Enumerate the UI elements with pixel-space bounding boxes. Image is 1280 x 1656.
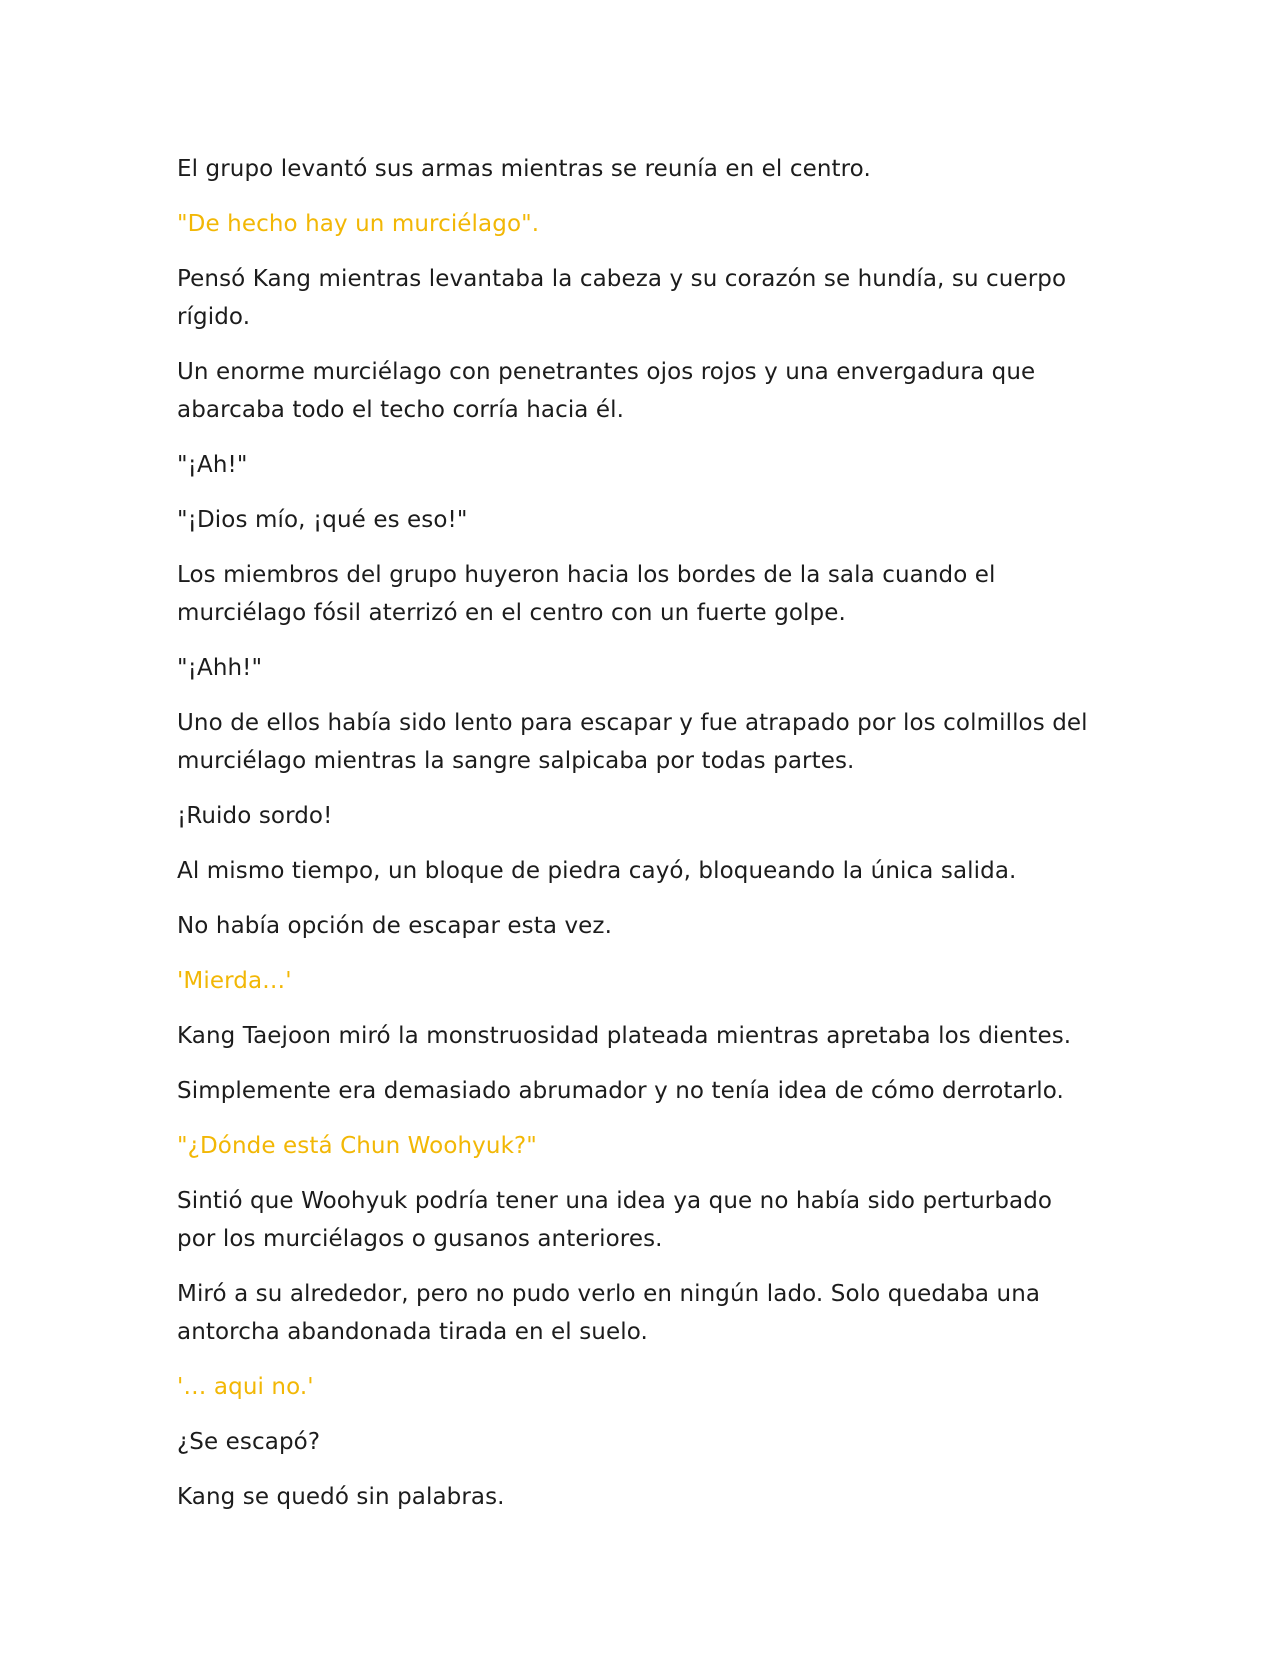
- paragraph-3: Pensó Kang mientras levantaba la cabeza y su corazón se hundía, su cuerpo rígido.: [177, 266, 1067, 330]
- paragraph-20: ¿Se escapó?: [177, 1429, 321, 1455]
- paragraph-7: Los miembros del grupo huyeron hacia los bordes de la sala cuando el murciélago fósil aterrizó en el centro con un fuerte golpe.: [177, 562, 996, 626]
- paragraph-19-thought: '… aqui no.': [177, 1374, 314, 1400]
- paragraph-13-thought: 'Mierda…': [177, 968, 292, 994]
- paragraph-11: Al mismo tiempo, un bloque de piedra cayó, bloqueando la única salida.: [177, 858, 1017, 884]
- paragraph-2-thought: "De hecho hay un murciélago".: [177, 211, 540, 237]
- paragraph-18: Miró a su alrededor, pero no pudo verlo en ningún lado. Solo quedaba una antorcha abandonada tirada en el suelo.: [177, 1281, 1041, 1345]
- paragraph-9: Uno de ellos había sido lento para escapar y fue atrapado por los colmillos del murciélago mientras la sangre salpicaba por todas partes.: [177, 710, 1088, 774]
- story-text: [177, 150, 1097, 1533]
- paragraph-10-sound: ¡Ruido sordo!: [177, 803, 333, 829]
- paragraph-8-dialogue: "¡Ahh!": [177, 655, 263, 681]
- paragraph-5-dialogue: "¡Ah!": [177, 452, 248, 478]
- paragraph-21: Kang se quedó sin palabras.: [177, 1484, 505, 1510]
- paragraph-1: El grupo levantó sus armas mientras se reunía en el centro.: [177, 156, 871, 182]
- paragraph-15: Simplemente era demasiado abrumador y no tenía idea de cómo derrotarlo.: [177, 1078, 1064, 1104]
- paragraph-12: No había opción de escapar esta vez.: [177, 913, 613, 939]
- paragraph-17: Sintió que Woohyuk podría tener una idea ya que no había sido perturbado por los murciélagos o gusanos anteriores.: [177, 1188, 1053, 1252]
- paragraph-6-dialogue: "¡Dios mío, ¡qué es eso!": [177, 507, 468, 533]
- paragraph-4: Un enorme murciélago con penetrantes ojos rojos y una envergadura que abarcaba todo el techo corría hacia él.: [177, 359, 1036, 423]
- paragraph-16-thought: "¿Dónde está Chun Woohyuk?": [177, 1133, 537, 1159]
- paragraph-14: Kang Taejoon miró la monstruosidad plateada mientras apretaba los dientes.: [177, 1023, 1072, 1049]
